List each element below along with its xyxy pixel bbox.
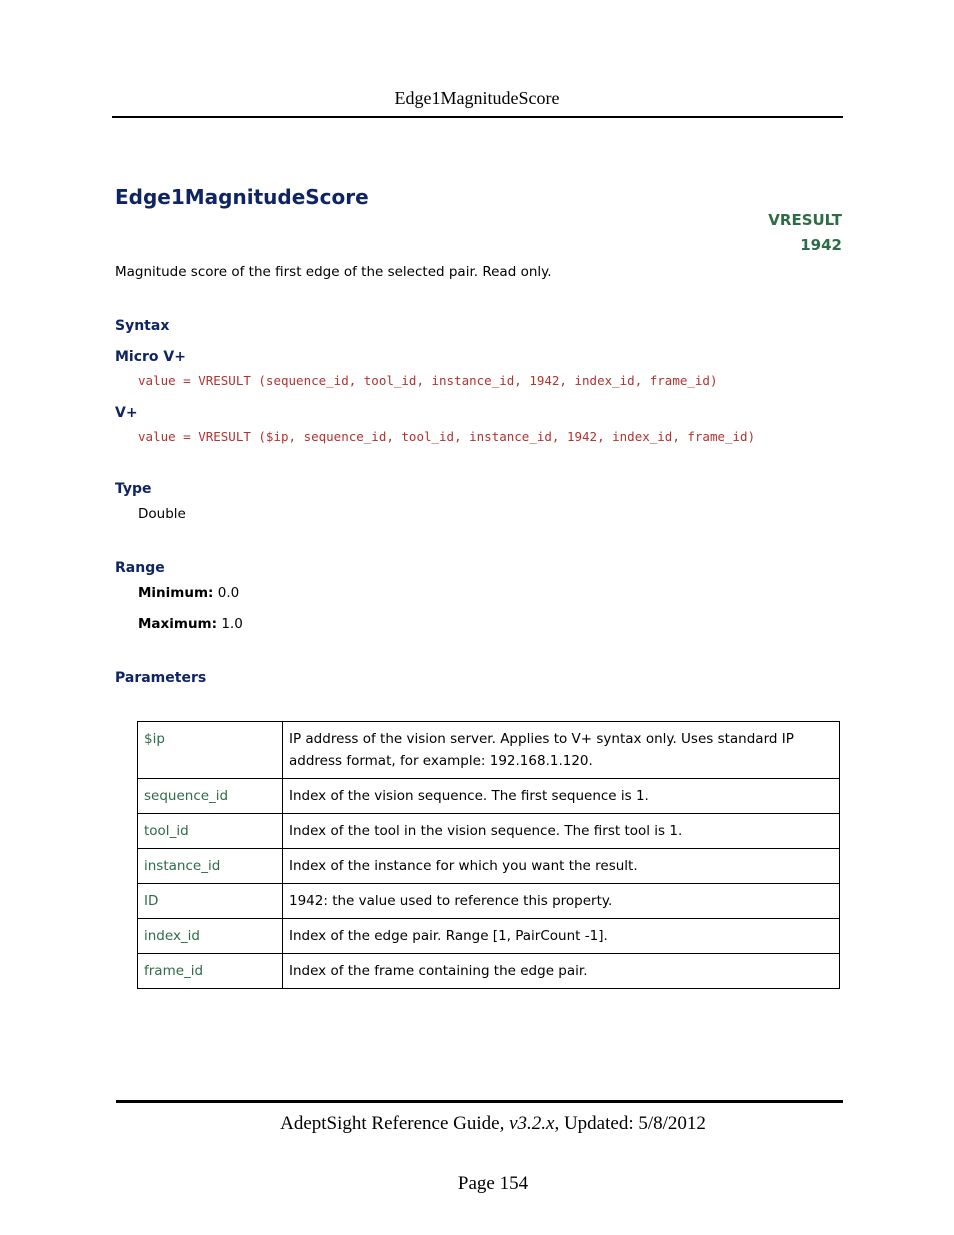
param-description: Index of the instance for which you want the result.	[283, 849, 840, 884]
vplus-code: value = VRESULT ($ip, sequence_id, tool_id, instance_id, 1942, index_id, frame_id)	[138, 429, 756, 444]
microv-code: value = VRESULT (sequence_id, tool_id, instance_id, 1942, index_id, frame_id)	[138, 373, 718, 388]
param-name: $ip	[138, 722, 283, 779]
running-header: Edge1MagnitudeScore	[394, 88, 560, 108]
max-label: Maximum:	[138, 616, 218, 632]
table-row	[138, 849, 840, 884]
min-value: 0.0	[213, 585, 240, 601]
table-row	[138, 814, 840, 849]
param-description: 1942: the value used to reference this property.	[283, 884, 840, 919]
range-heading: Range	[115, 560, 165, 576]
vresult-id: 1942	[800, 236, 842, 254]
max-value: 1.0	[217, 616, 243, 632]
min-label: Minimum:	[138, 585, 214, 601]
header-rule	[112, 116, 843, 118]
guide-updated: , Updated: 5/8/2012	[554, 1113, 706, 1134]
table-row	[138, 779, 840, 814]
vresult-info	[768, 208, 842, 258]
range-maximum	[138, 616, 243, 632]
page-title: Edge1MagnitudeScore	[115, 185, 369, 209]
param-name: instance_id	[138, 849, 283, 884]
param-name: tool_id	[138, 814, 283, 849]
footer-rule	[116, 1100, 843, 1103]
param-name: frame_id	[138, 954, 283, 989]
page-number: Page 154	[457, 1173, 529, 1194]
param-name: sequence_id	[138, 779, 283, 814]
type-value: Double	[138, 506, 186, 522]
vresult-label: VRESULT	[768, 211, 842, 229]
param-description: Index of the frame containing the edge pair.	[283, 954, 840, 989]
vplus-heading: V+	[115, 405, 138, 421]
table-row	[138, 722, 840, 779]
type-heading: Type	[115, 481, 152, 497]
table-row	[138, 954, 840, 989]
param-description: Index of the edge pair. Range [1, PairCount -1].	[283, 919, 840, 954]
guide-title: AdeptSight Reference Guide	[280, 1113, 500, 1134]
range-minimum	[138, 585, 239, 601]
parameters-table	[137, 721, 840, 989]
param-name: index_id	[138, 919, 283, 954]
parameters-heading: Parameters	[115, 670, 207, 686]
table-row	[138, 919, 840, 954]
syntax-heading: Syntax	[115, 318, 170, 334]
param-description: Index of the tool in the vision sequence. The first tool is 1.	[283, 814, 840, 849]
guide-version: , v3.2.x	[499, 1113, 555, 1134]
footer-guide-line	[0, 1113, 954, 1135]
topic-description: Magnitude score of the first edge of the selected pair. Read only.	[115, 264, 552, 280]
microv-heading: Micro V+	[115, 349, 186, 365]
param-description: IP address of the vision server. Applies to V+ syntax only. Uses standard IP address format, for example: 192.168.1.120.	[283, 722, 840, 779]
table-row	[138, 884, 840, 919]
param-name: ID	[138, 884, 283, 919]
param-description: Index of the vision sequence. The first sequence is 1.	[283, 779, 840, 814]
